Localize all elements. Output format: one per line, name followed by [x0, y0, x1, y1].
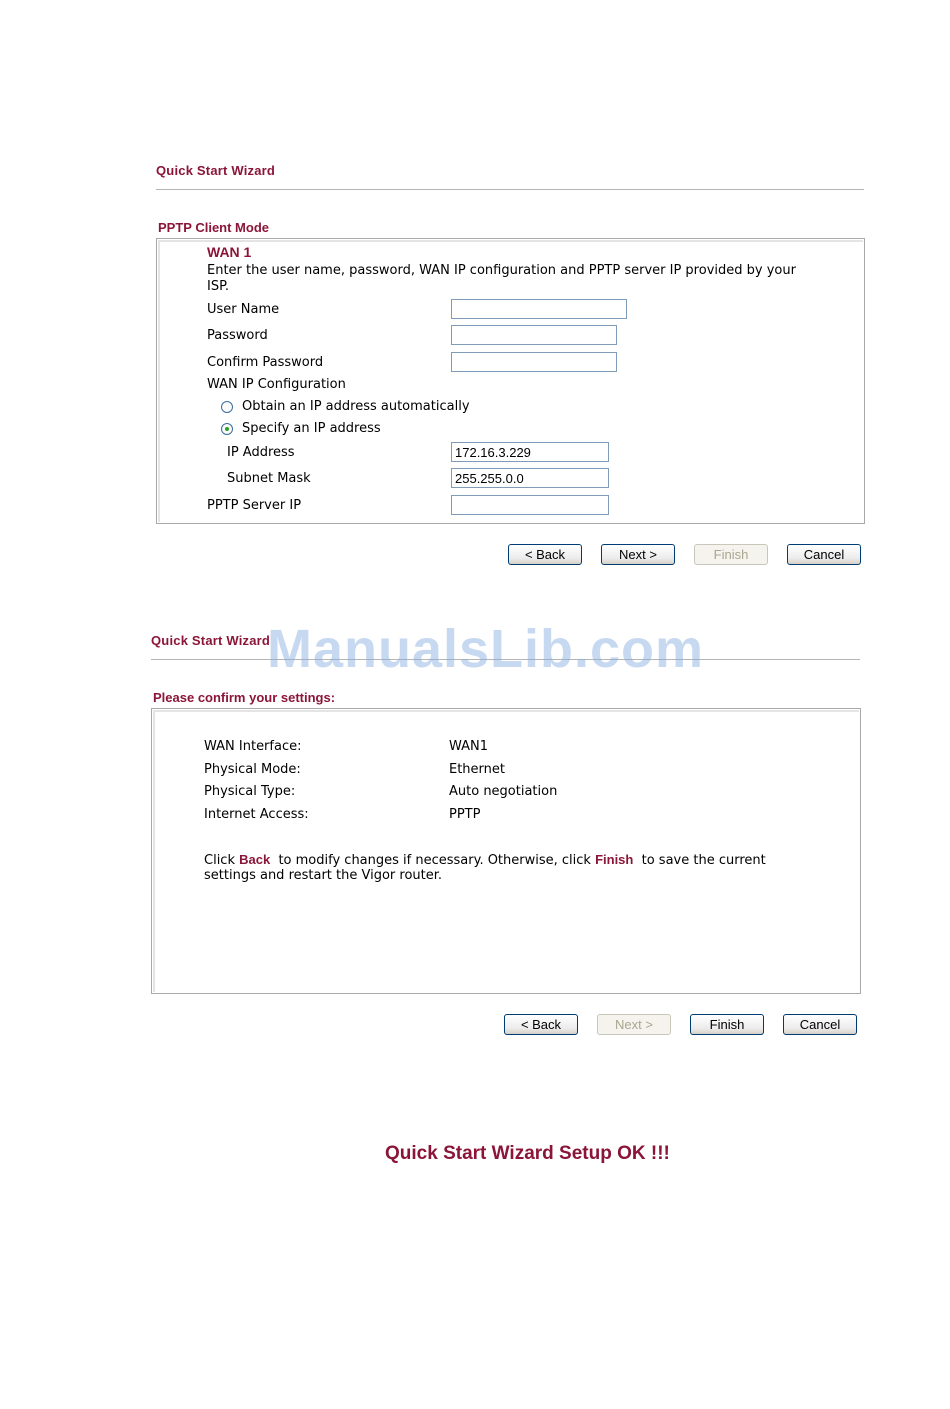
summary-value: PPTP [449, 807, 481, 822]
pptp-server-ip-input[interactable] [451, 495, 609, 515]
finish-button[interactable]: Finish [690, 1014, 764, 1035]
next-button[interactable]: Next > [601, 544, 675, 565]
ip-address-label: IP Address [227, 445, 295, 460]
mode-title: PPTP Client Mode [158, 220, 269, 235]
summary-value: WAN1 [449, 739, 489, 754]
confirm-password-label: Confirm Password [207, 355, 324, 370]
title-divider [156, 189, 864, 190]
wan-ip-config-label: WAN IP Configuration [207, 377, 346, 392]
password-label: Password [207, 328, 268, 343]
subnet-mask-input[interactable] [451, 468, 609, 488]
pptp-server-ip-label: PPTP Server IP [207, 498, 302, 513]
specify-ip-radio[interactable] [221, 423, 233, 435]
back-button-2[interactable]: < Back [504, 1014, 578, 1035]
cancel-button[interactable]: Cancel [787, 544, 861, 565]
confirm-note [204, 851, 766, 869]
note-back-word: Back [239, 852, 271, 867]
confirm-note-line2: settings and restart the Vigor router. [204, 868, 443, 883]
summary-label: Internet Access: [204, 807, 309, 822]
instruction-text: Enter the user name, password, WAN IP configuration and PPTP server IP provided by your ISP. [207, 263, 796, 294]
summary-label: WAN Interface: [204, 739, 302, 754]
obtain-auto-radio[interactable] [221, 401, 233, 413]
note-finish-word: Finish [595, 852, 634, 867]
confirm-password-input[interactable] [451, 352, 617, 372]
wizard-title: Quick Start Wizard [156, 163, 276, 178]
password-input[interactable] [451, 325, 617, 345]
summary-label: Physical Mode: [204, 762, 301, 777]
note-text: Click [204, 853, 240, 868]
cancel-button-2[interactable]: Cancel [783, 1014, 857, 1035]
user-name-input[interactable] [451, 299, 627, 319]
wan-title: WAN 1 [207, 244, 252, 260]
user-name-label: User Name [207, 302, 280, 317]
obtain-auto-label[interactable]: Obtain an IP address automatically [242, 399, 470, 414]
finish-button-disabled: Finish [694, 544, 768, 565]
wizard-title-2: Quick Start Wizard [151, 633, 271, 648]
confirm-title: Please confirm your settings: [153, 690, 336, 705]
summary-label: Physical Type: [204, 784, 296, 799]
ip-address-input[interactable] [451, 442, 609, 462]
next-button-disabled: Next > [597, 1014, 671, 1035]
note-text: to save the current [633, 853, 766, 868]
specify-ip-label[interactable]: Specify an IP address [242, 421, 381, 436]
summary-value: Ethernet [449, 762, 505, 777]
note-text: to modify changes if necessary. Otherwise, click [270, 853, 596, 868]
subnet-mask-label: Subnet Mask [227, 471, 311, 486]
back-button[interactable]: < Back [508, 544, 582, 565]
watermark: ManualsLib.com [267, 619, 705, 679]
setup-ok-message: Quick Start Wizard Setup OK !!! [385, 1143, 670, 1164]
summary-value: Auto negotiation [449, 784, 558, 799]
